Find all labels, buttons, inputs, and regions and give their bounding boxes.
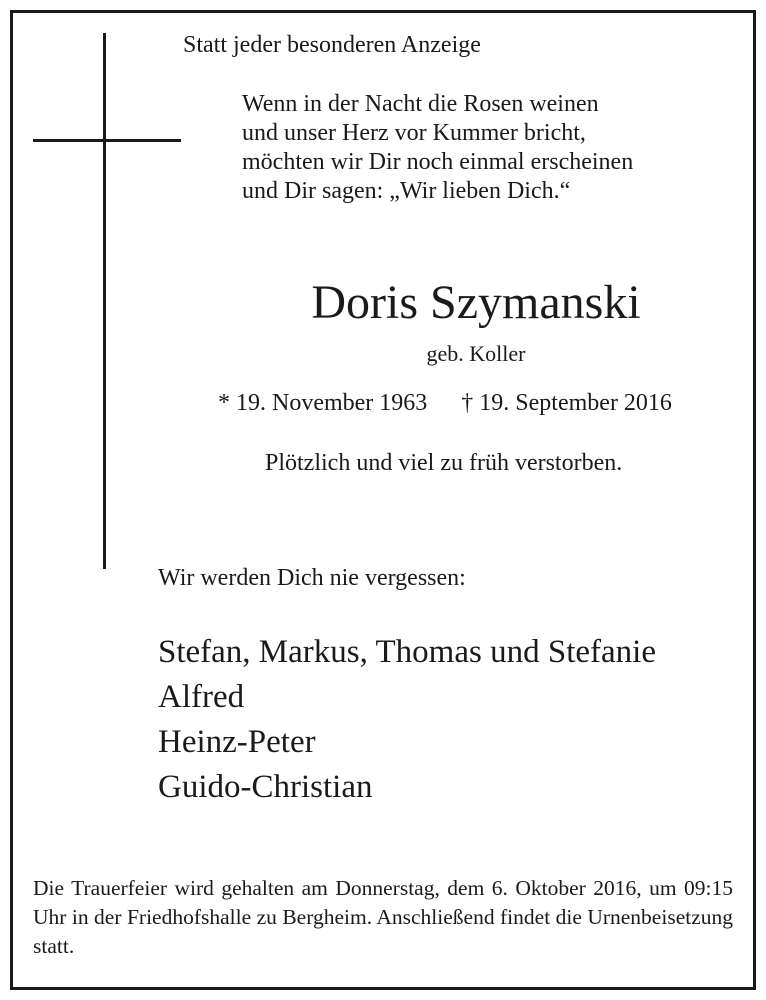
farewell-line: Wir werden Dich nie vergessen: [158, 565, 466, 591]
poem-line: und unser Herz vor Kummer bricht, [242, 120, 586, 146]
cause-line: Plötzlich und viel zu früh verstorben. [265, 450, 623, 476]
maiden-name: geb. Koller [426, 341, 526, 366]
deceased-name: Doris Szymanski [311, 276, 641, 329]
funeral-info: Die Trauerfeier wird gehalten am Donnerstag, dem 6. Oktober 2016, um 09:15 Uhr in der Friedhofshalle zu Bergheim. Anschließend findet die Urnenbeisetzung statt. [33, 876, 733, 958]
death-date: † 19. September 2016 [461, 390, 672, 416]
cross-horizontal-bar [33, 139, 181, 142]
notice-headline: Statt jeder besonderen Anzeige [183, 32, 481, 58]
mourner-entry: Heinz-Peter [158, 724, 316, 760]
poem [242, 90, 633, 206]
mourner-entry: Alfred [158, 679, 245, 715]
mourner-entry: Guido-Christian [158, 769, 373, 805]
mourner-entry: Stefan, Markus, Thomas und Stefanie [158, 634, 656, 670]
mourners-list [158, 630, 656, 810]
poem-line: Wenn in der Nacht die Rosen weinen [242, 91, 599, 117]
life-dates [218, 388, 672, 418]
poem-line: und Dir sagen: „Wir lieben Dich.“ [242, 178, 571, 204]
poem-line: möchten wir Dir noch einmal erscheinen [242, 149, 634, 175]
birth-date: * 19. November 1963 [218, 390, 428, 416]
